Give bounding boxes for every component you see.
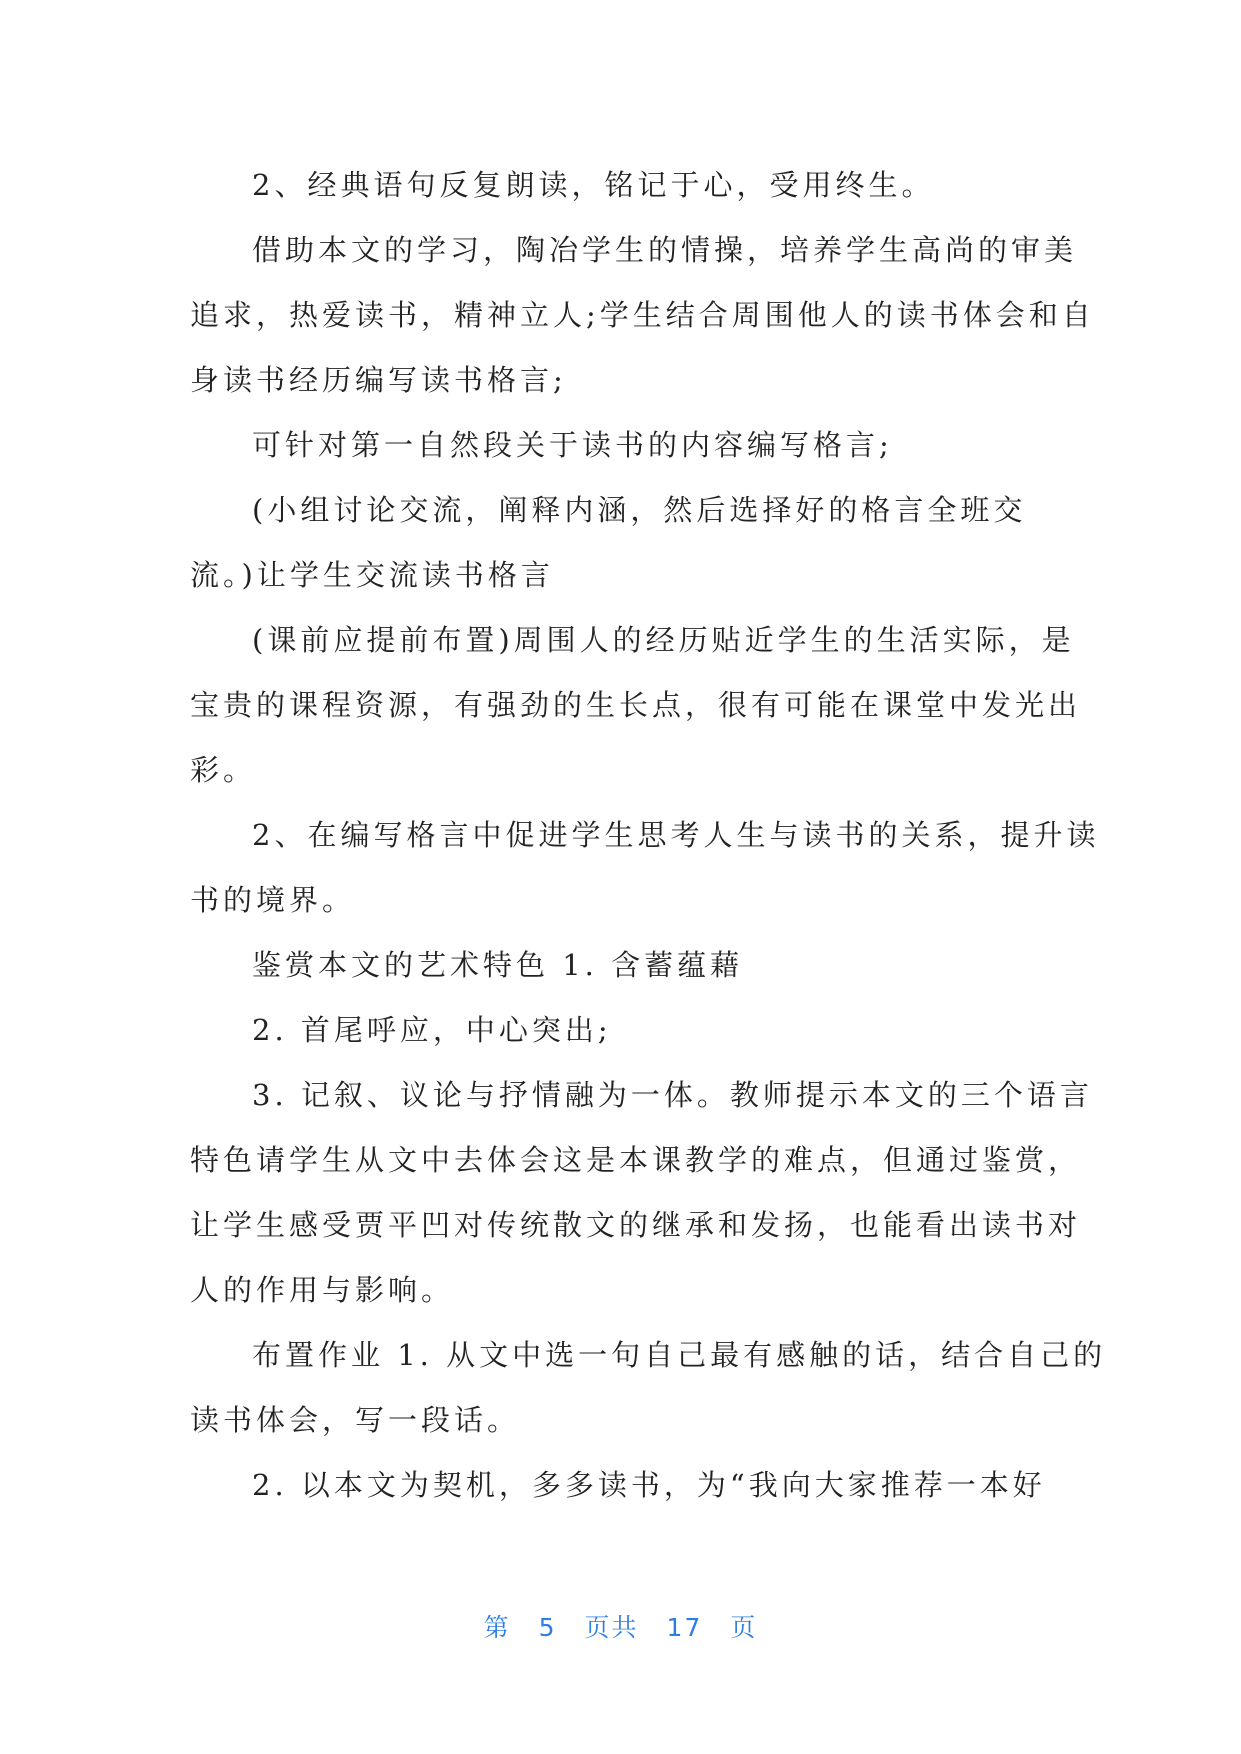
text-line: 3. 记叙、议论与抒情融为一体。教师提示本文的三个语言 — [252, 1078, 1093, 1112]
text-line: (小组讨论交流，阐释内涵，然后选择好的格言全班交 — [252, 493, 1027, 527]
footer-suffix: 页 — [730, 1613, 758, 1642]
text-line: 人的作用与影响。 — [190, 1273, 455, 1307]
page-footer — [0, 1608, 1241, 1644]
footer-middle: 页共 — [584, 1613, 639, 1642]
text-line: 鉴赏本文的艺术特色 1. 含蓄蕴藉 — [252, 948, 744, 982]
text-line: 布置作业 1. 从文中选一句自己最有感触的话，结合自己的 — [252, 1338, 1107, 1372]
body-text — [190, 153, 1107, 1518]
text-line: 特色请学生从文中去体会这是本课教学的难点，但通过鉴赏， — [190, 1143, 1082, 1177]
current-page-number: 5 — [538, 1613, 557, 1642]
text-line: 书的境界。 — [190, 883, 356, 917]
text-line: 可针对第一自然段关于读书的内容编写格言; — [252, 428, 893, 462]
total-page-count: 17 — [666, 1613, 703, 1642]
text-line: 宝贵的课程资源，有强劲的生长点，很有可能在课堂中发光出 — [190, 688, 1082, 722]
text-line: 2、经典语句反复朗读，铭记于心，受用终生。 — [252, 168, 935, 202]
text-line: (课前应提前布置)周围人的经历贴近学生的生活实际，是 — [252, 623, 1075, 657]
footer-prefix: 第 — [483, 1613, 511, 1642]
text-line: 追求，热爱读书，精神立人;学生结合周围他人的读书体会和自 — [190, 298, 1095, 332]
text-line: 让学生感受贾平凹对传统散文的继承和发扬，也能看出读书对 — [190, 1208, 1082, 1242]
text-line: 2. 首尾呼应，中心突出; — [252, 1013, 612, 1047]
text-line: 借助本文的学习，陶冶学生的情操，培养学生高尚的审美 — [252, 233, 1078, 267]
text-line: 读书体会，写一段话。 — [190, 1403, 521, 1437]
text-line: 2、在编写格言中促进学生思考人生与读书的关系，提升读 — [252, 818, 1100, 852]
text-line: 彩。 — [190, 753, 257, 787]
text-line: 身读书经历编写读书格言; — [190, 363, 567, 397]
text-line: 流。)让学生交流读书格言 — [190, 558, 554, 592]
text-line: 2. 以本文为契机，多多读书，为“我向大家推荐一本好 — [252, 1468, 1046, 1502]
